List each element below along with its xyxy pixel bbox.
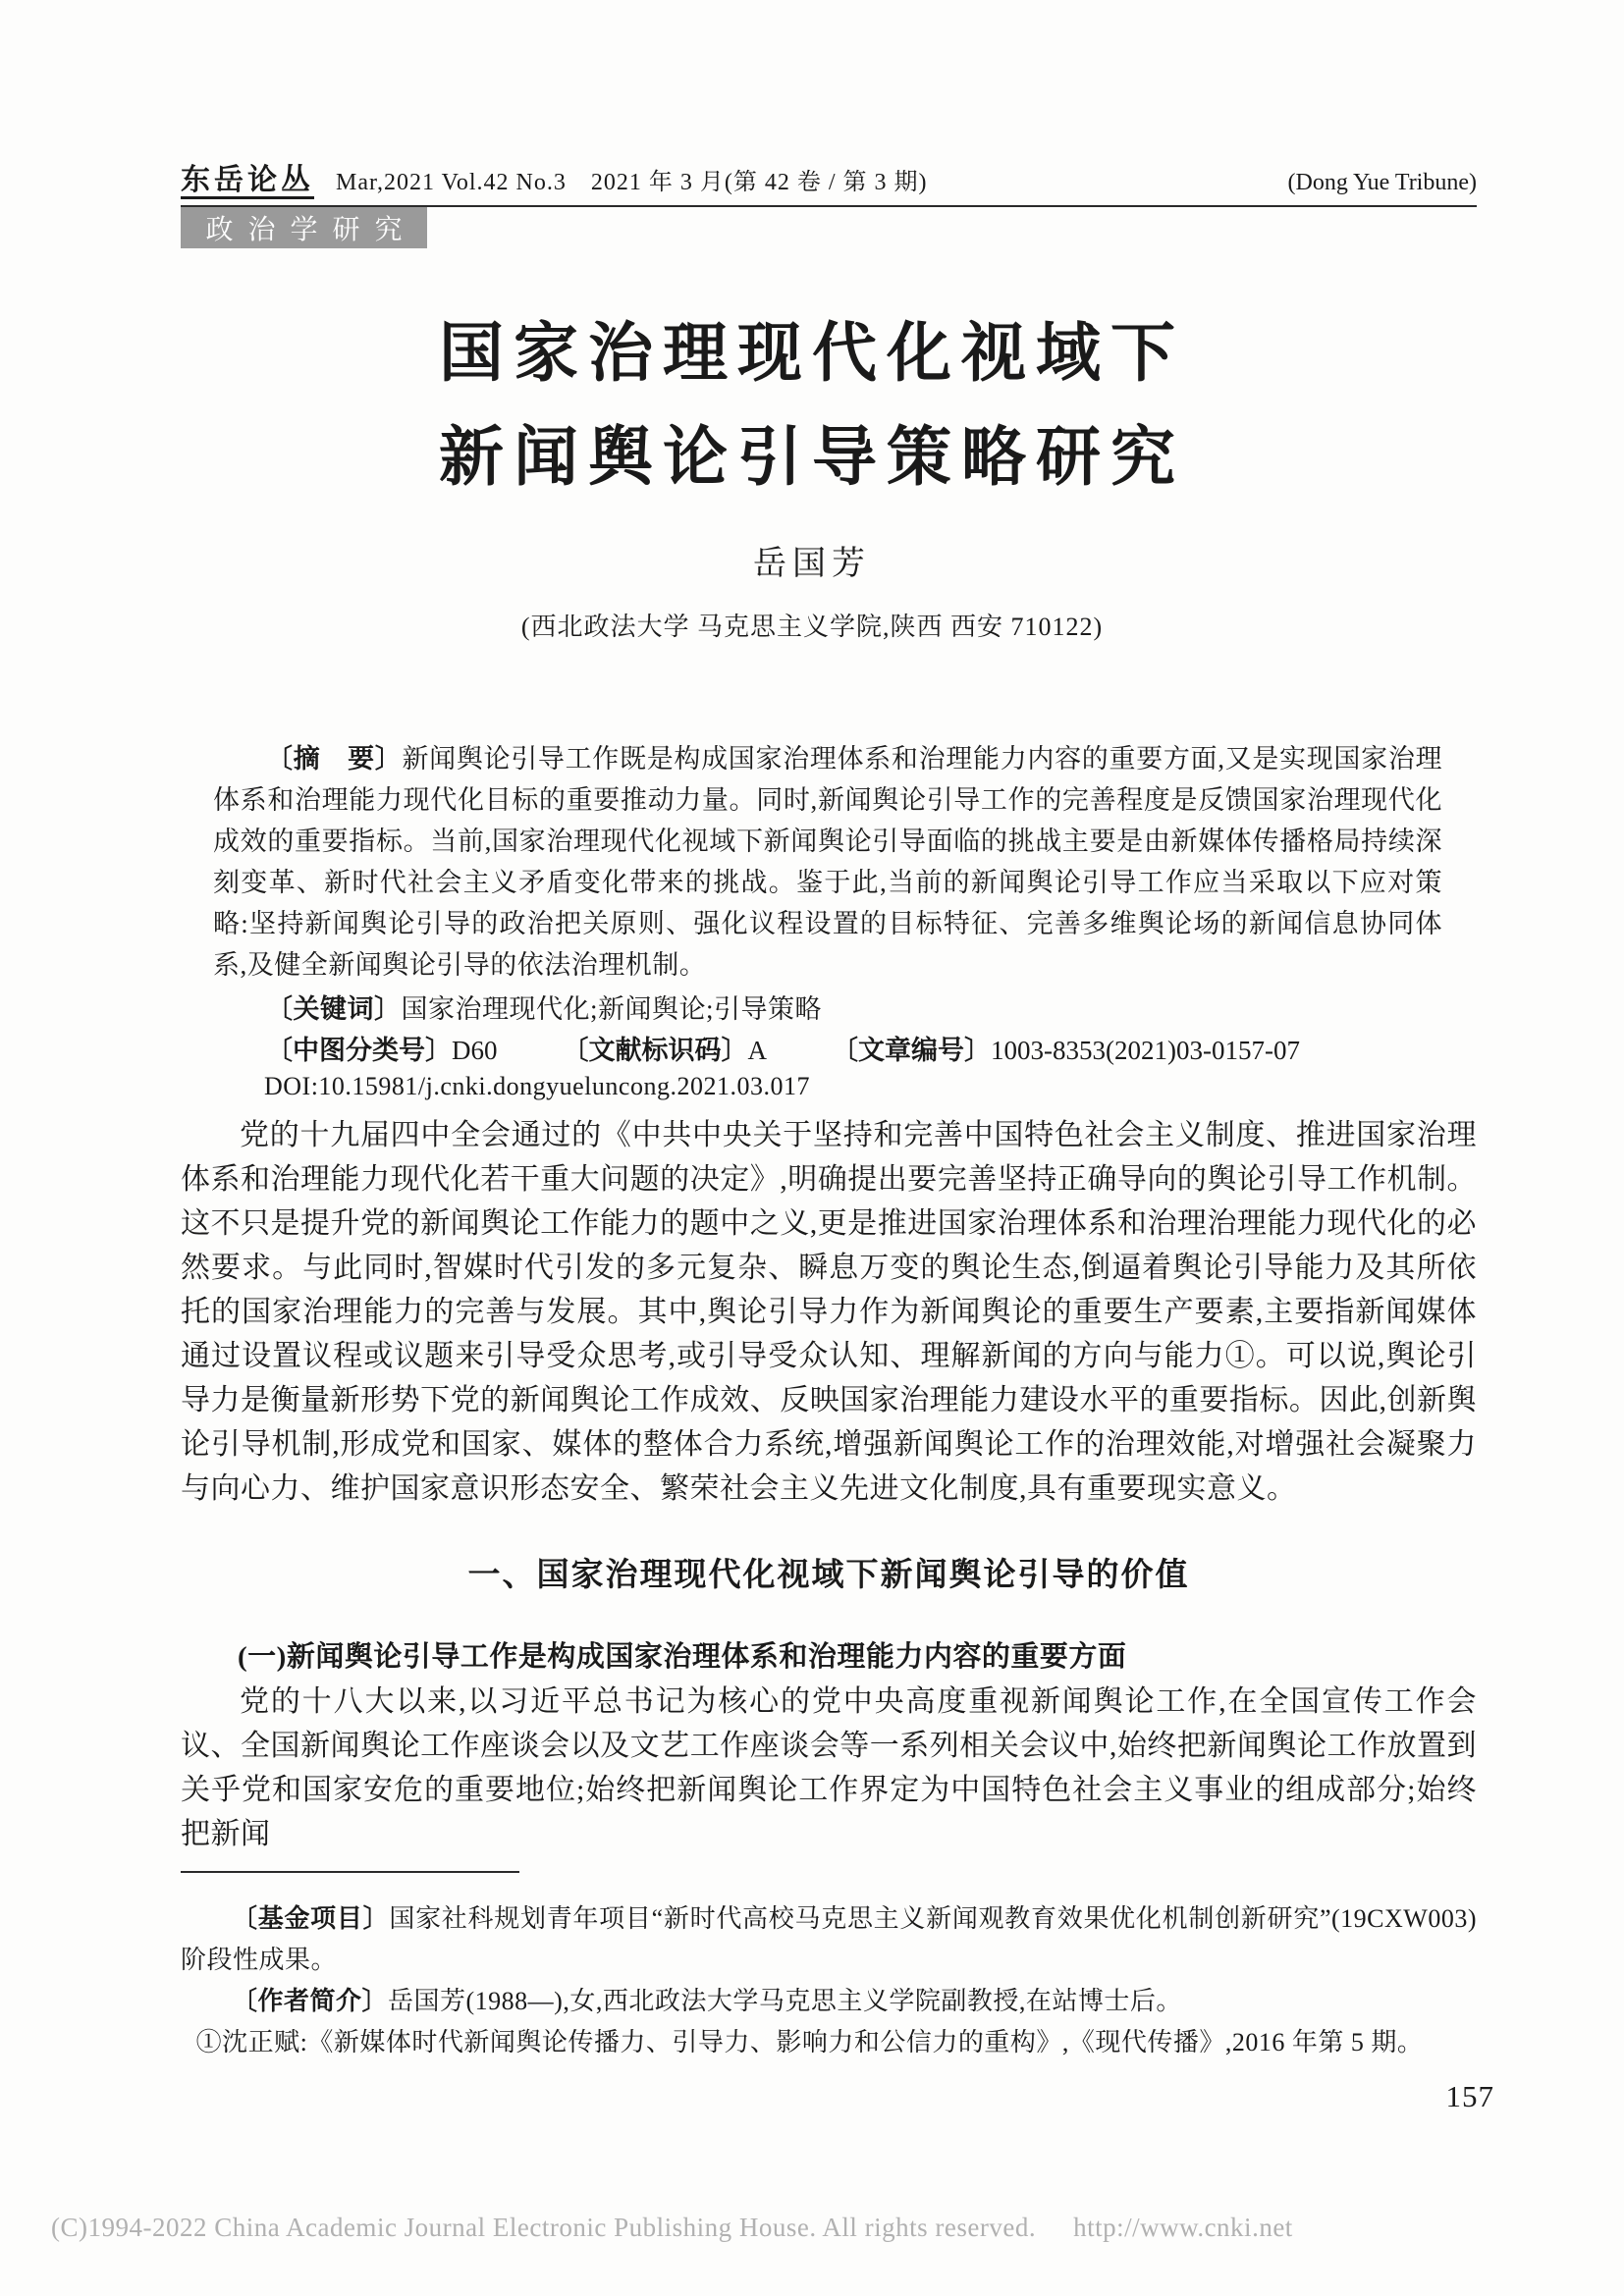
journal-name-cn: 东岳论丛 (181, 164, 314, 196)
author-bio-text: 岳国芳(1988—),女,西北政法大学马克思主义学院副教授,在站博士后。 (388, 1987, 1182, 2015)
page-number: 157 (1445, 2079, 1494, 2113)
journal-name-en: (Dong Yue Tribune) (1287, 170, 1477, 195)
footnotes (181, 1871, 1477, 2063)
cnki-footer (51, 2213, 1583, 2243)
abstract-label: 〔摘 要〕 (266, 744, 403, 774)
author-bio-label: 〔作者简介〕 (232, 1987, 389, 2015)
article-meta (213, 1029, 1442, 1067)
keywords (213, 988, 1442, 1026)
keywords-label: 〔关键词〕 (266, 994, 402, 1024)
article-id (832, 1036, 1300, 1065)
clc-value: D60 (452, 1036, 498, 1065)
fund-project-text: 国家社科规划青年项目“新时代高校马克思主义新闻观教育效果优化机制创新研究”(19CXW003)阶段性成果。 (181, 1904, 1477, 1974)
article-body (181, 1113, 1477, 1856)
fund-project-label: 〔基金项目〕 (232, 1904, 390, 1933)
article-title-line2: 新闻舆论引导策略研究 (439, 422, 1185, 494)
abstract (213, 738, 1442, 986)
fund-project (181, 1898, 1477, 1981)
article-title-line1: 国家治理现代化视域下 (439, 318, 1185, 390)
article-id-label: 〔文章编号〕 (832, 1036, 991, 1065)
document-code (563, 1036, 768, 1065)
keywords-text: 国家治理现代化;新闻舆论;引导策略 (401, 994, 823, 1024)
footnote-divider (181, 1871, 519, 1873)
article-title (0, 302, 1624, 510)
doi: DOI:10.15981/j.cnki.dongyueluncong.2021.03.017 (264, 1072, 810, 1100)
author-affiliation: (西北政法大学 马克思主义学院,陕西 西安 710122) (520, 613, 1104, 641)
footer-url: http://www.cnki.net (1073, 2213, 1293, 2242)
footer-copyright: (C)1994-2022 China Academic Journal Electronic Publishing House. All rights reserved. (51, 2213, 1037, 2242)
subsection-heading-1: (一)新闻舆论引导工作是构成国家治理体系和治理能力内容的重要方面 (238, 1641, 1127, 1673)
document-code-label: 〔文献标识码〕 (562, 1036, 748, 1065)
author-bio (181, 1981, 1477, 2022)
section-heading-1: 一、国家治理现代化视域下新闻舆论引导的价值 (467, 1558, 1190, 1593)
issue-info: Mar,2021 Vol.42 No.3 2021 年 3 月(第 42 卷 / 第 3 期) (336, 170, 928, 195)
author-name: 岳国芳 (753, 546, 871, 582)
body-paragraph-2: 党的十八大以来,以习近平总书记为核心的党中央高度重视新闻舆论工作,在全国宣传工作会议、全国新闻舆论工作座谈会以及文艺工作座谈会等一系列相关会议中,始终把新闻舆论工作放置到关乎党和国家安危的重要地位;始终把新闻舆论工作界定为中国特色社会主义事业的组成部分;始终把新闻 (181, 1685, 1477, 1850)
clc-label: 〔中图分类号〕 (266, 1036, 452, 1065)
abstract-text: 新闻舆论引导工作既是构成国家治理体系和治理能力内容的重要方面,又是实现国家治理体系和治理能力现代化目标的重要推动力量。同时,新闻舆论引导工作的完善程度是反馈国家治理现代化成效的重要指标。当前,国家治理现代化视域下新闻舆论引导面临的挑战主要是由新媒体传播格局持续深刻变革、新时代社会主义矛盾变化带来的挑战。鉴于此,当前的新闻舆论引导工作应当采取以下应对策略:坚持新闻舆论引导的政治把关原则、强化议程设置的目标特征、完善多维舆论场的新闻信息协同体系,及健全新闻舆论引导的依法治理机制。 (213, 744, 1443, 980)
document-code-value: A (747, 1036, 767, 1065)
article-id-value: 1003-8353(2021)03-0157-07 (991, 1036, 1300, 1065)
clc-number (266, 1036, 498, 1065)
column-badge: 政治学研究 (181, 207, 427, 248)
page-header (181, 155, 1477, 198)
body-paragraph-1: 党的十九届四中全会通过的《中共中央关于坚持和完善中国特色社会主义制度、推进国家治理体系和治理能力现代化若干重大问题的决定》,明确提出要完善坚持正确导向的舆论引导工作机制。这不只是提升党的新闻舆论工作能力的题中之义,更是推进国家治理体系和治理治理能力现代化的必然要求。与此同时,智媒时代引发的多元复杂、瞬息万变的舆论生态,倒逼着舆论引导能力及其所依托的国家治理能力的完善与发展。其中,舆论引导力作为新闻舆论的重要生产要素,主要指新闻媒体通过设置议程或议题来引导受众思考,或引导受众认知、理解新闻的方向与能力①。可以说,舆论引导力是衡量新形势下党的新闻舆论工作成效、反映国家治理能力建设水平的重要指标。因此,创新舆论引导机制,形成党和国家、媒体的整体合力系统,增强新闻舆论工作的治理效能,对增强社会凝聚力与向心力、维护国家意识形态安全、繁荣社会主义先进文化制度,具有重要现实意义。 (181, 1119, 1477, 1505)
footnote-1: ①沈正赋:《新媒体时代新闻舆论传播力、引导力、影响力和公信力的重构》,《现代传播》,2016 年第 5 期。 (195, 2028, 1424, 2056)
